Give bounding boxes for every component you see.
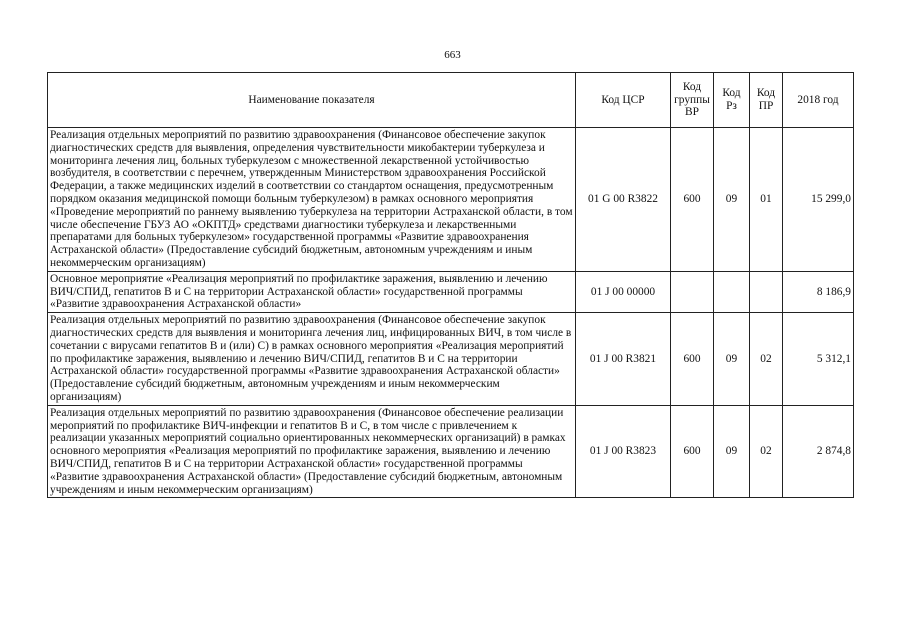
row-rz-code xyxy=(714,271,750,312)
row-rz-code: 09 xyxy=(714,405,750,498)
row-csr-code: 01 J 00 00000 xyxy=(576,271,671,312)
header-csr-code: Код ЦСР xyxy=(576,73,671,128)
row-description: Реализация отдельных мероприятий по развитию здравоохранения (Финансовое обеспечение реализации мероприятий по профилактике ВИЧ-инфекции и гепатитов В и С, в том числе с привлечением к реализации указанных мероприятий социально ориентированных некоммерческих организаций) в рамках основного мероприятия «Реализация мероприятий по профилактике заражения, выявлению и лечению ВИЧ/СПИД, гепатитов В и С на территории Астраханской области» государственной программы «Развитие здравоохранения Астраханской области» (Предоставление субсидий бюджетным, автономным учреждениям и иным некоммерческим организациям) xyxy=(48,405,576,498)
row-amount: 2 874,8 xyxy=(783,405,854,498)
row-vr-code: 600 xyxy=(671,313,714,406)
header-pr-code: Код ПР xyxy=(750,73,783,128)
row-rz-code: 09 xyxy=(714,128,750,272)
row-vr-code: 600 xyxy=(671,128,714,272)
row-rz-code: 09 xyxy=(714,313,750,406)
row-csr-code: 01 G 00 R3822 xyxy=(576,128,671,272)
header-year-2018: 2018 год xyxy=(783,73,854,128)
row-vr-code: 600 xyxy=(671,405,714,498)
page-number: 663 xyxy=(444,49,461,61)
row-description: Реализация отдельных мероприятий по развитию здравоохранения (Финансовое обеспечение закупок диагностических средств для выявления и мониторинга лечения лиц, инфицированных ВИЧ, в том числе в сочетании с вирусами гепатитов В и (или) С) в рамках основного мероприятия «Реализация мероприятий по профилактике заражения, выявлению и лечению ВИЧ/СПИД, гепатитов В и С на территории Астраханской области» государственной программы «Развитие здравоохранения Астраханской области» (Предоставление субсидий бюджетным, автономным учреждениям и иным некоммерческим организациям) xyxy=(48,313,576,406)
header-row xyxy=(48,73,854,128)
header-rz-code: Код Рз xyxy=(714,73,750,128)
row-amount: 5 312,1 xyxy=(783,313,854,406)
row-pr-code: 02 xyxy=(750,405,783,498)
row-pr-code: 02 xyxy=(750,313,783,406)
row-csr-code: 01 J 00 R3823 xyxy=(576,405,671,498)
row-pr-code xyxy=(750,271,783,312)
row-description: Основное мероприятие «Реализация мероприятий по профилактике заражения, выявлению и лечению ВИЧ/СПИД, гепатитов В и С на территории Астраханской области» государственной программы «Развитие здравоохранения Астраханской области» xyxy=(48,271,576,312)
row-amount: 8 186,9 xyxy=(783,271,854,312)
row-csr-code: 01 J 00 R3821 xyxy=(576,313,671,406)
table-row xyxy=(48,313,854,406)
table-row xyxy=(48,405,854,498)
row-description: Реализация отдельных мероприятий по развитию здравоохранения (Финансовое обеспечение закупок диагностических средств для выявления, определения чувствительности микобактерии туберкулеза и мониторинга лечения лиц, больных туберкулезом с множественной лекарственной устойчивостью возбудителя, в соответствии с перечнем, утвержденным Министерством здравоохранения Российской Федерации, а также медицинских изделий в соответствии со стандартом оснащения, предусмотренным порядком оказания медицинской помощи больным туберкулезом) в рамках основного мероприятия «Проведение мероприятий по раннему выявлению туберкулеза на территории Астраханской области, в том числе обеспечение ГБУЗ АО «ОКПТД» средствами диагностики туберкулеза и лекарственными препаратами для больных туберкулезом» государственной программы «Развитие здравоохранения Астраханской области» (Предоставление субсидий бюджетным, автономным учреждениям и иным некоммерческим организациям) xyxy=(48,128,576,272)
row-amount: 15 299,0 xyxy=(783,128,854,272)
row-pr-code: 01 xyxy=(750,128,783,272)
header-vr-code: Код группы ВР xyxy=(671,73,714,128)
table-row xyxy=(48,128,854,272)
header-name: Наименование показателя xyxy=(48,73,576,128)
table-row xyxy=(48,271,854,312)
budget-table xyxy=(47,72,854,498)
row-vr-code xyxy=(671,271,714,312)
